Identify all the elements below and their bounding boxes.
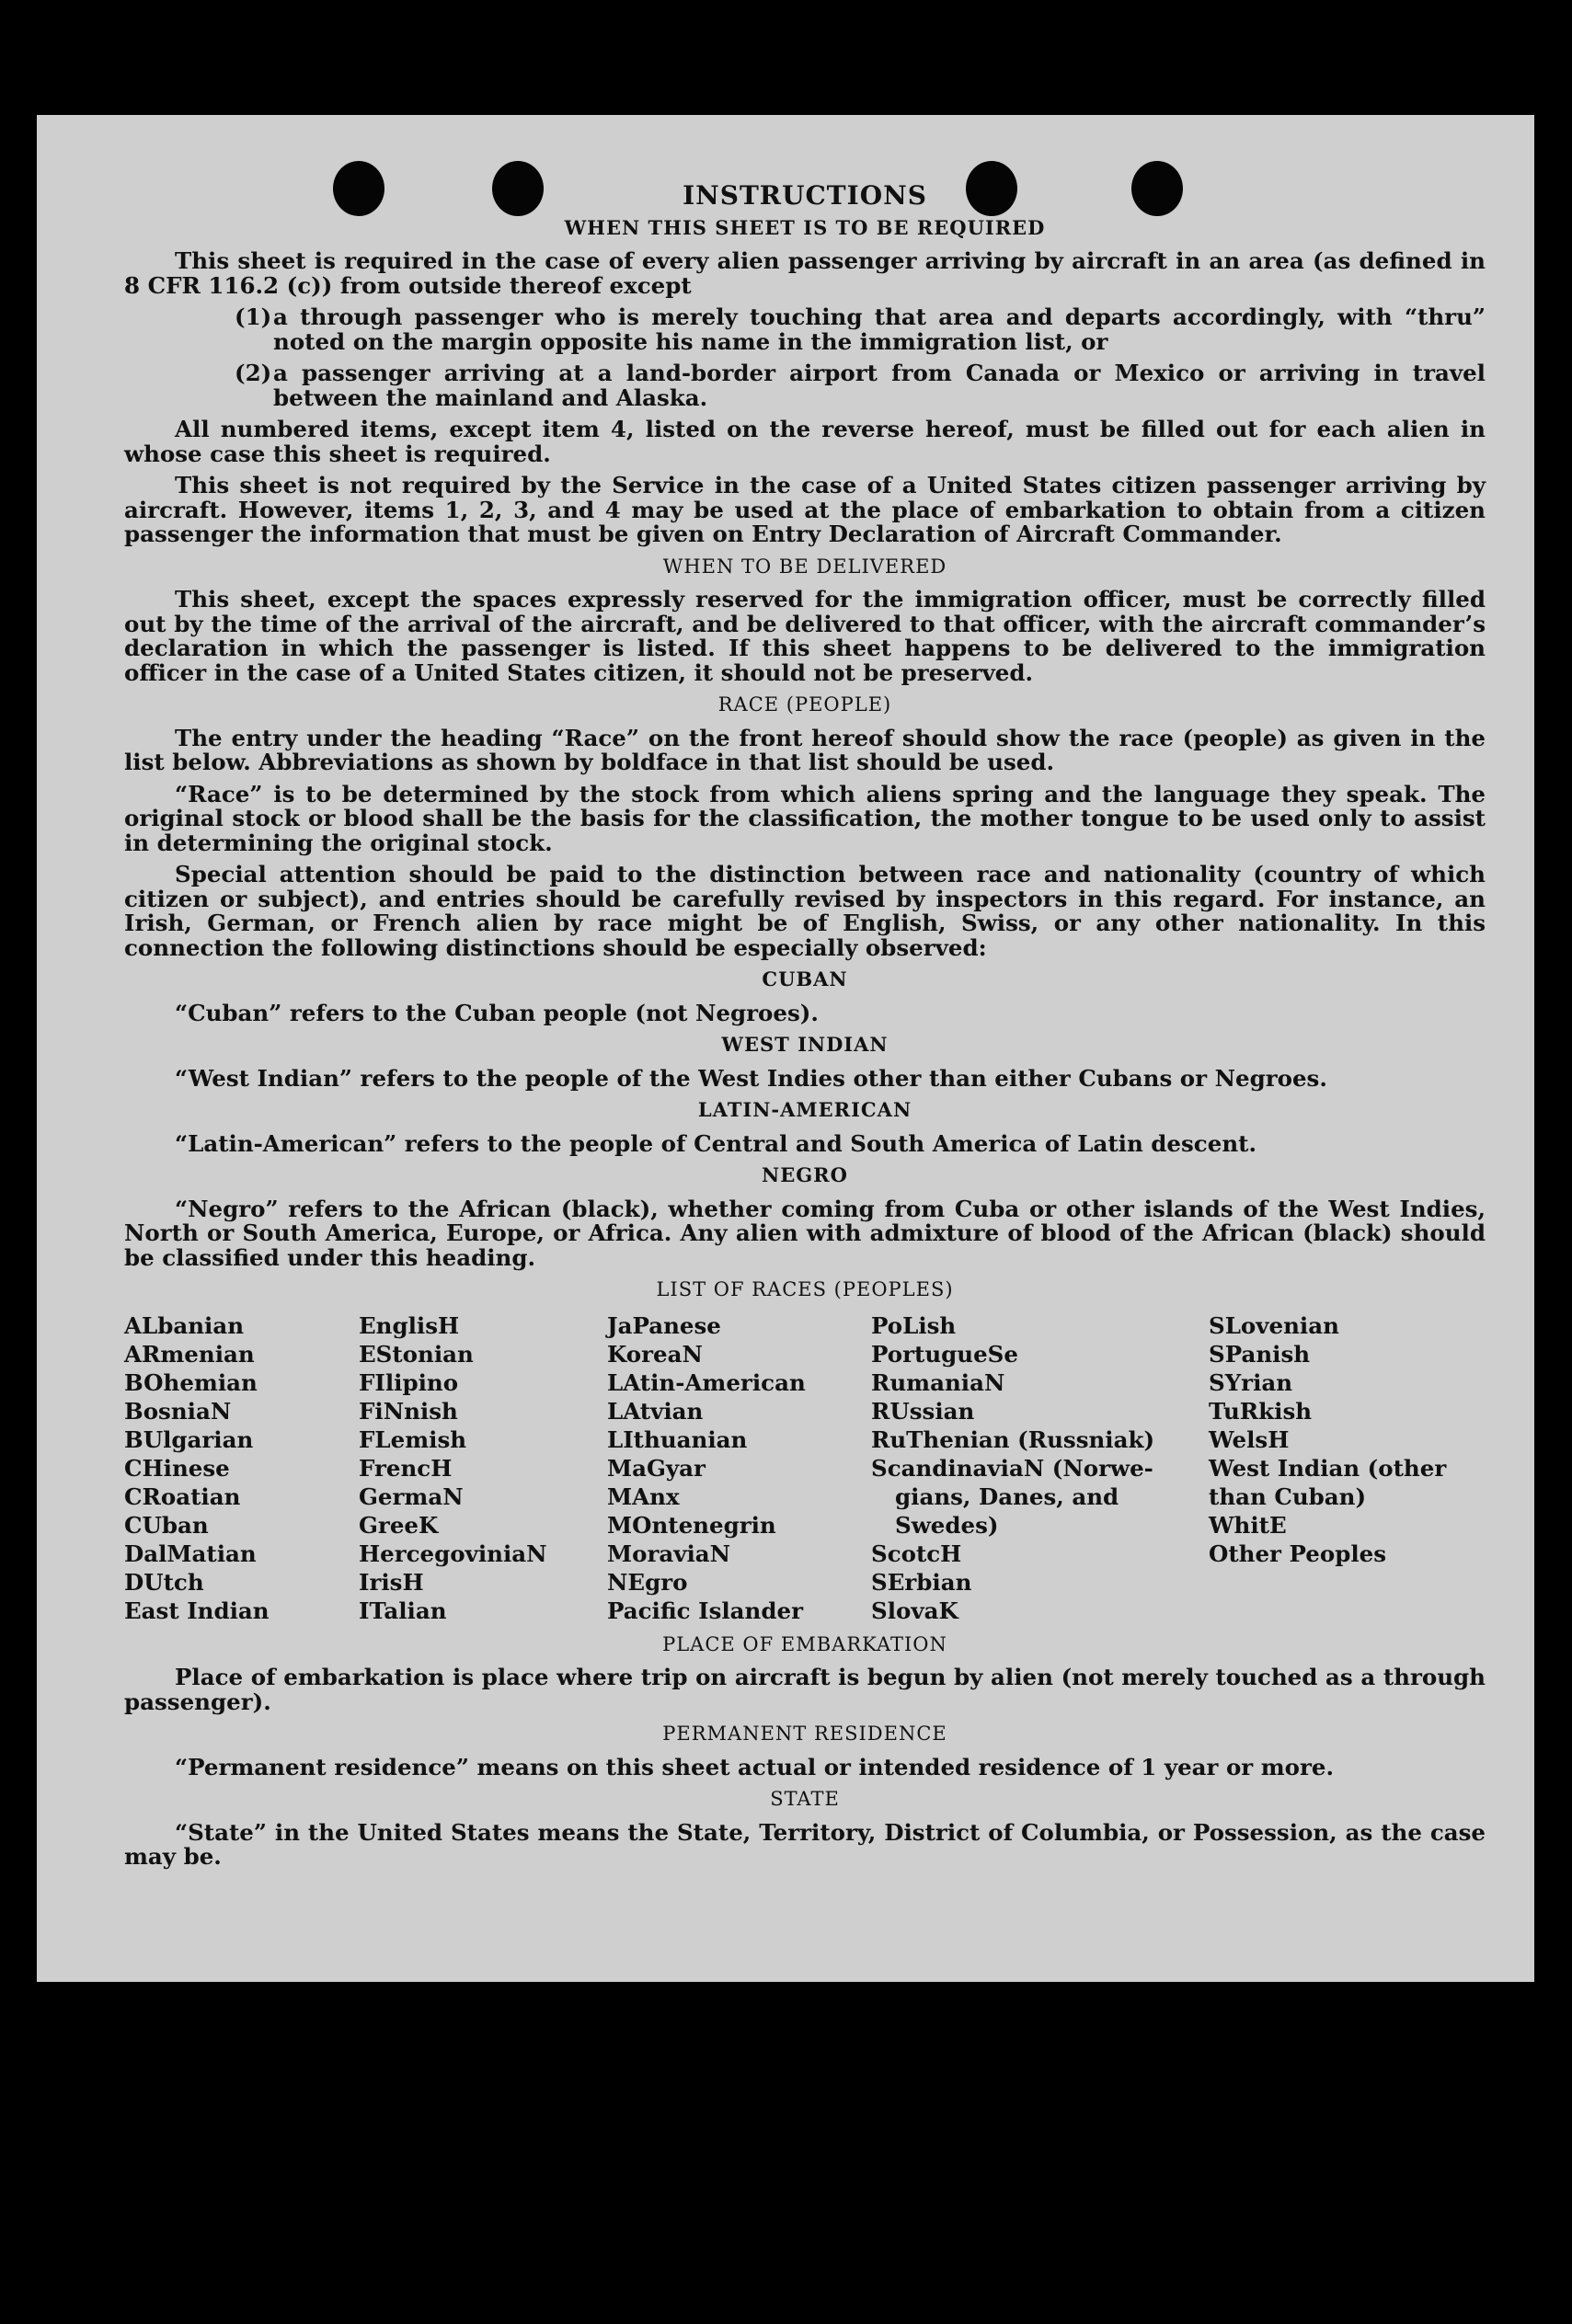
heading-negro: NEGRO bbox=[762, 1163, 848, 1186]
race-entry: IrisH bbox=[359, 1568, 424, 1596]
state-paragraph: “State” in the United States means the State, Territory, District of Columbia, or Possession, as the case may be. bbox=[124, 1818, 1486, 1870]
race-entry: PoLish bbox=[871, 1311, 957, 1339]
race-entry: CUban bbox=[124, 1511, 209, 1539]
race-entry: BOhemian bbox=[124, 1368, 258, 1396]
exception-number: (2) bbox=[235, 360, 272, 386]
exception-number: (1) bbox=[235, 303, 272, 330]
instructions-content bbox=[124, 180, 1486, 1877]
race-entry: BosniaN bbox=[124, 1397, 232, 1425]
race-entry: RumaniaN bbox=[871, 1368, 1005, 1396]
race-entry: SErbian bbox=[871, 1568, 972, 1596]
latin-american-paragraph: “Latin-American” refers to the people of Central and South America of Latin descent. bbox=[175, 1129, 1256, 1157]
heading-cuban: CUBAN bbox=[762, 967, 848, 990]
race-entry-continued: than Cuban) bbox=[1209, 1483, 1367, 1510]
exception-item-1 bbox=[124, 305, 1486, 354]
race-entry: SLovenian bbox=[1209, 1311, 1339, 1339]
race-entry: TuRkish bbox=[1209, 1397, 1313, 1425]
race-entry: GermaN bbox=[359, 1483, 464, 1510]
race-entry: FIlipino bbox=[359, 1368, 459, 1396]
race-entry: East Indian bbox=[124, 1597, 270, 1624]
races-column-4 bbox=[871, 1311, 1209, 1625]
race-entry: MOntenegrin bbox=[607, 1511, 776, 1539]
race-entry: JaPanese bbox=[607, 1311, 721, 1339]
exception-text: a passenger arriving at a land-border airport from Canada or Mexico or arriving in travel between the mainland and Alaska. bbox=[273, 360, 1486, 411]
citizen-paragraph: This sheet is not required by the Service in the case of a United States citizen passenger arriving by aircraft. However, items 1, 2, 3, and 4 may be used at the place of embarkation to obtain from a citizen passenger the information that must be given on Entry Declaration of Aircraft Commander. bbox=[124, 472, 1486, 547]
embarkation-paragraph: Place of embarkation is place where trip on aircraft is begun by alien (not merely touched as a through passenger). bbox=[124, 1664, 1486, 1715]
race-entry: CHinese bbox=[124, 1454, 230, 1482]
race-entry: FrencH bbox=[359, 1454, 453, 1482]
heading-place-of-embarkation: PLACE OF EMBARKATION bbox=[662, 1632, 947, 1655]
cuban-paragraph: “Cuban” refers to the Cuban people (not Negroes). bbox=[175, 999, 819, 1026]
race-entry: DUtch bbox=[124, 1568, 204, 1596]
race-paragraph-2: “Race” is to be determined by the stock from which aliens spring and the language they speak. The original stock or blood shall be the basis for the classification, the mother tongue to be used only to assist in determining the original stock. bbox=[124, 780, 1486, 856]
race-entry: GreeK bbox=[359, 1511, 439, 1539]
heading-when-delivered: WHEN TO BE DELIVERED bbox=[662, 555, 947, 578]
exception-item-2 bbox=[124, 361, 1486, 410]
race-entry: HercegoviniaN bbox=[359, 1540, 547, 1567]
race-entry: RuThenian (Russniak) bbox=[871, 1425, 1155, 1453]
races-column-2 bbox=[359, 1311, 607, 1625]
race-entry: DalMatian bbox=[124, 1540, 257, 1567]
race-entry: ITalian bbox=[359, 1597, 447, 1624]
races-column-1 bbox=[124, 1311, 359, 1625]
race-entry: PortugueSe bbox=[871, 1340, 1018, 1368]
page-title: INSTRUCTIONS bbox=[683, 180, 927, 211]
races-list bbox=[124, 1311, 1486, 1625]
race-entry: Pacific Islander bbox=[607, 1597, 803, 1624]
exception-text: a through passenger who is merely touching that area and departs accordingly, with “thru” noted on the margin opposite his name in the immigration list, or bbox=[273, 303, 1486, 355]
form-sheet bbox=[37, 115, 1534, 1982]
race-entry: WhitE bbox=[1209, 1511, 1287, 1539]
race-entry: ScotcH bbox=[871, 1540, 962, 1567]
race-entry: FLemish bbox=[359, 1425, 467, 1453]
race-entry: LAtvian bbox=[607, 1397, 704, 1425]
race-entry: ARmenian bbox=[124, 1340, 255, 1368]
race-entry: BUlgarian bbox=[124, 1425, 254, 1453]
negro-paragraph: “Negro” refers to the African (black), whether coming from Cuba or other islands of the West Indies, North or South America, Europe, or Africa. Any alien with admixture of blood of the African (black) should be classified under this heading. bbox=[124, 1195, 1486, 1271]
heading-west-indian: WEST INDIAN bbox=[721, 1033, 889, 1056]
race-entry: RUssian bbox=[871, 1397, 975, 1425]
race-entry: Other Peoples bbox=[1209, 1540, 1387, 1567]
heading-race: RACE (PEOPLE) bbox=[717, 693, 892, 716]
delivered-paragraph: This sheet, except the spaces expressly reserved for the immigration officer, must be correctly filled out by the time of the arrival of the aircraft, and be delivered to that officer, with the aircraft commander’s declaration in which the passenger is listed. If this sheet happens to be delivered to the immigration officer in the case of a United States citizen, it should not be preserved. bbox=[124, 586, 1486, 686]
required-intro: This sheet is required in the case of every alien passenger arriving by aircraft in an area (as defined in 8 CFR 116.2 (c)) from outside thereof except bbox=[124, 247, 1486, 299]
race-entry: MoraviaN bbox=[607, 1540, 731, 1567]
race-entry: MaGyar bbox=[607, 1454, 706, 1482]
race-entry: LIthuanian bbox=[607, 1425, 748, 1453]
race-entry: SYrian bbox=[1209, 1368, 1293, 1396]
race-entry: EnglisH bbox=[359, 1311, 460, 1339]
race-entry: ALbanian bbox=[124, 1311, 245, 1339]
residence-paragraph: “Permanent residence” means on this sheet actual or intended residence of 1 year or more. bbox=[175, 1753, 1335, 1780]
race-entry: FiNnish bbox=[359, 1397, 458, 1425]
race-entry: West Indian (other bbox=[1209, 1454, 1447, 1482]
race-entry: SPanish bbox=[1209, 1340, 1311, 1368]
race-entry-continued: Swedes) bbox=[895, 1511, 999, 1539]
race-entry: MAnx bbox=[607, 1483, 680, 1510]
race-entry: ScandinaviaN (Norwe- bbox=[871, 1454, 1153, 1482]
race-paragraph-3: Special attention should be paid to the distinction between race and nationality (country of which citizen or subject), and entries should be carefully revised by inspectors in this regard. For instance, an Irish, German, or French alien by race might be of English, Swiss, or any other nationality. In this connection the following distinctions should be especially observed: bbox=[124, 861, 1486, 961]
race-entry: WelsH bbox=[1209, 1425, 1290, 1453]
heading-latin-american: LATIN-AMERICAN bbox=[697, 1098, 912, 1121]
race-entry: LAtin-American bbox=[607, 1368, 806, 1396]
race-entry-continued: gians, Danes, and bbox=[895, 1483, 1119, 1510]
heading-permanent-residence: PERMANENT RESIDENCE bbox=[662, 1723, 947, 1745]
west-indian-paragraph: “West Indian” refers to the people of the West Indies other than either Cubans or Negroes. bbox=[175, 1064, 1327, 1092]
numbered-items-paragraph: All numbered items, except item 4, listed on the reverse hereof, must be filled out for each alien in whose case this sheet is required. bbox=[124, 416, 1486, 467]
races-column-5 bbox=[1209, 1311, 1448, 1625]
race-entry: KoreaN bbox=[607, 1340, 703, 1368]
race-paragraph-1: The entry under the heading “Race” on the front hereof should show the race (people) as given in the list below. Abbreviations as shown by boldface in that list should be used. bbox=[124, 724, 1486, 775]
race-entry: SlovaK bbox=[871, 1597, 958, 1624]
race-entry: EStonian bbox=[359, 1340, 474, 1368]
heading-state: STATE bbox=[770, 1788, 840, 1810]
race-entry: NEgro bbox=[607, 1568, 688, 1596]
races-column-3 bbox=[607, 1311, 871, 1625]
heading-when-required: WHEN THIS SHEET IS TO BE REQUIRED bbox=[564, 215, 1046, 239]
race-entry: CRoatian bbox=[124, 1483, 241, 1510]
heading-list-of-races: LIST OF RACES (PEOPLES) bbox=[656, 1278, 954, 1300]
